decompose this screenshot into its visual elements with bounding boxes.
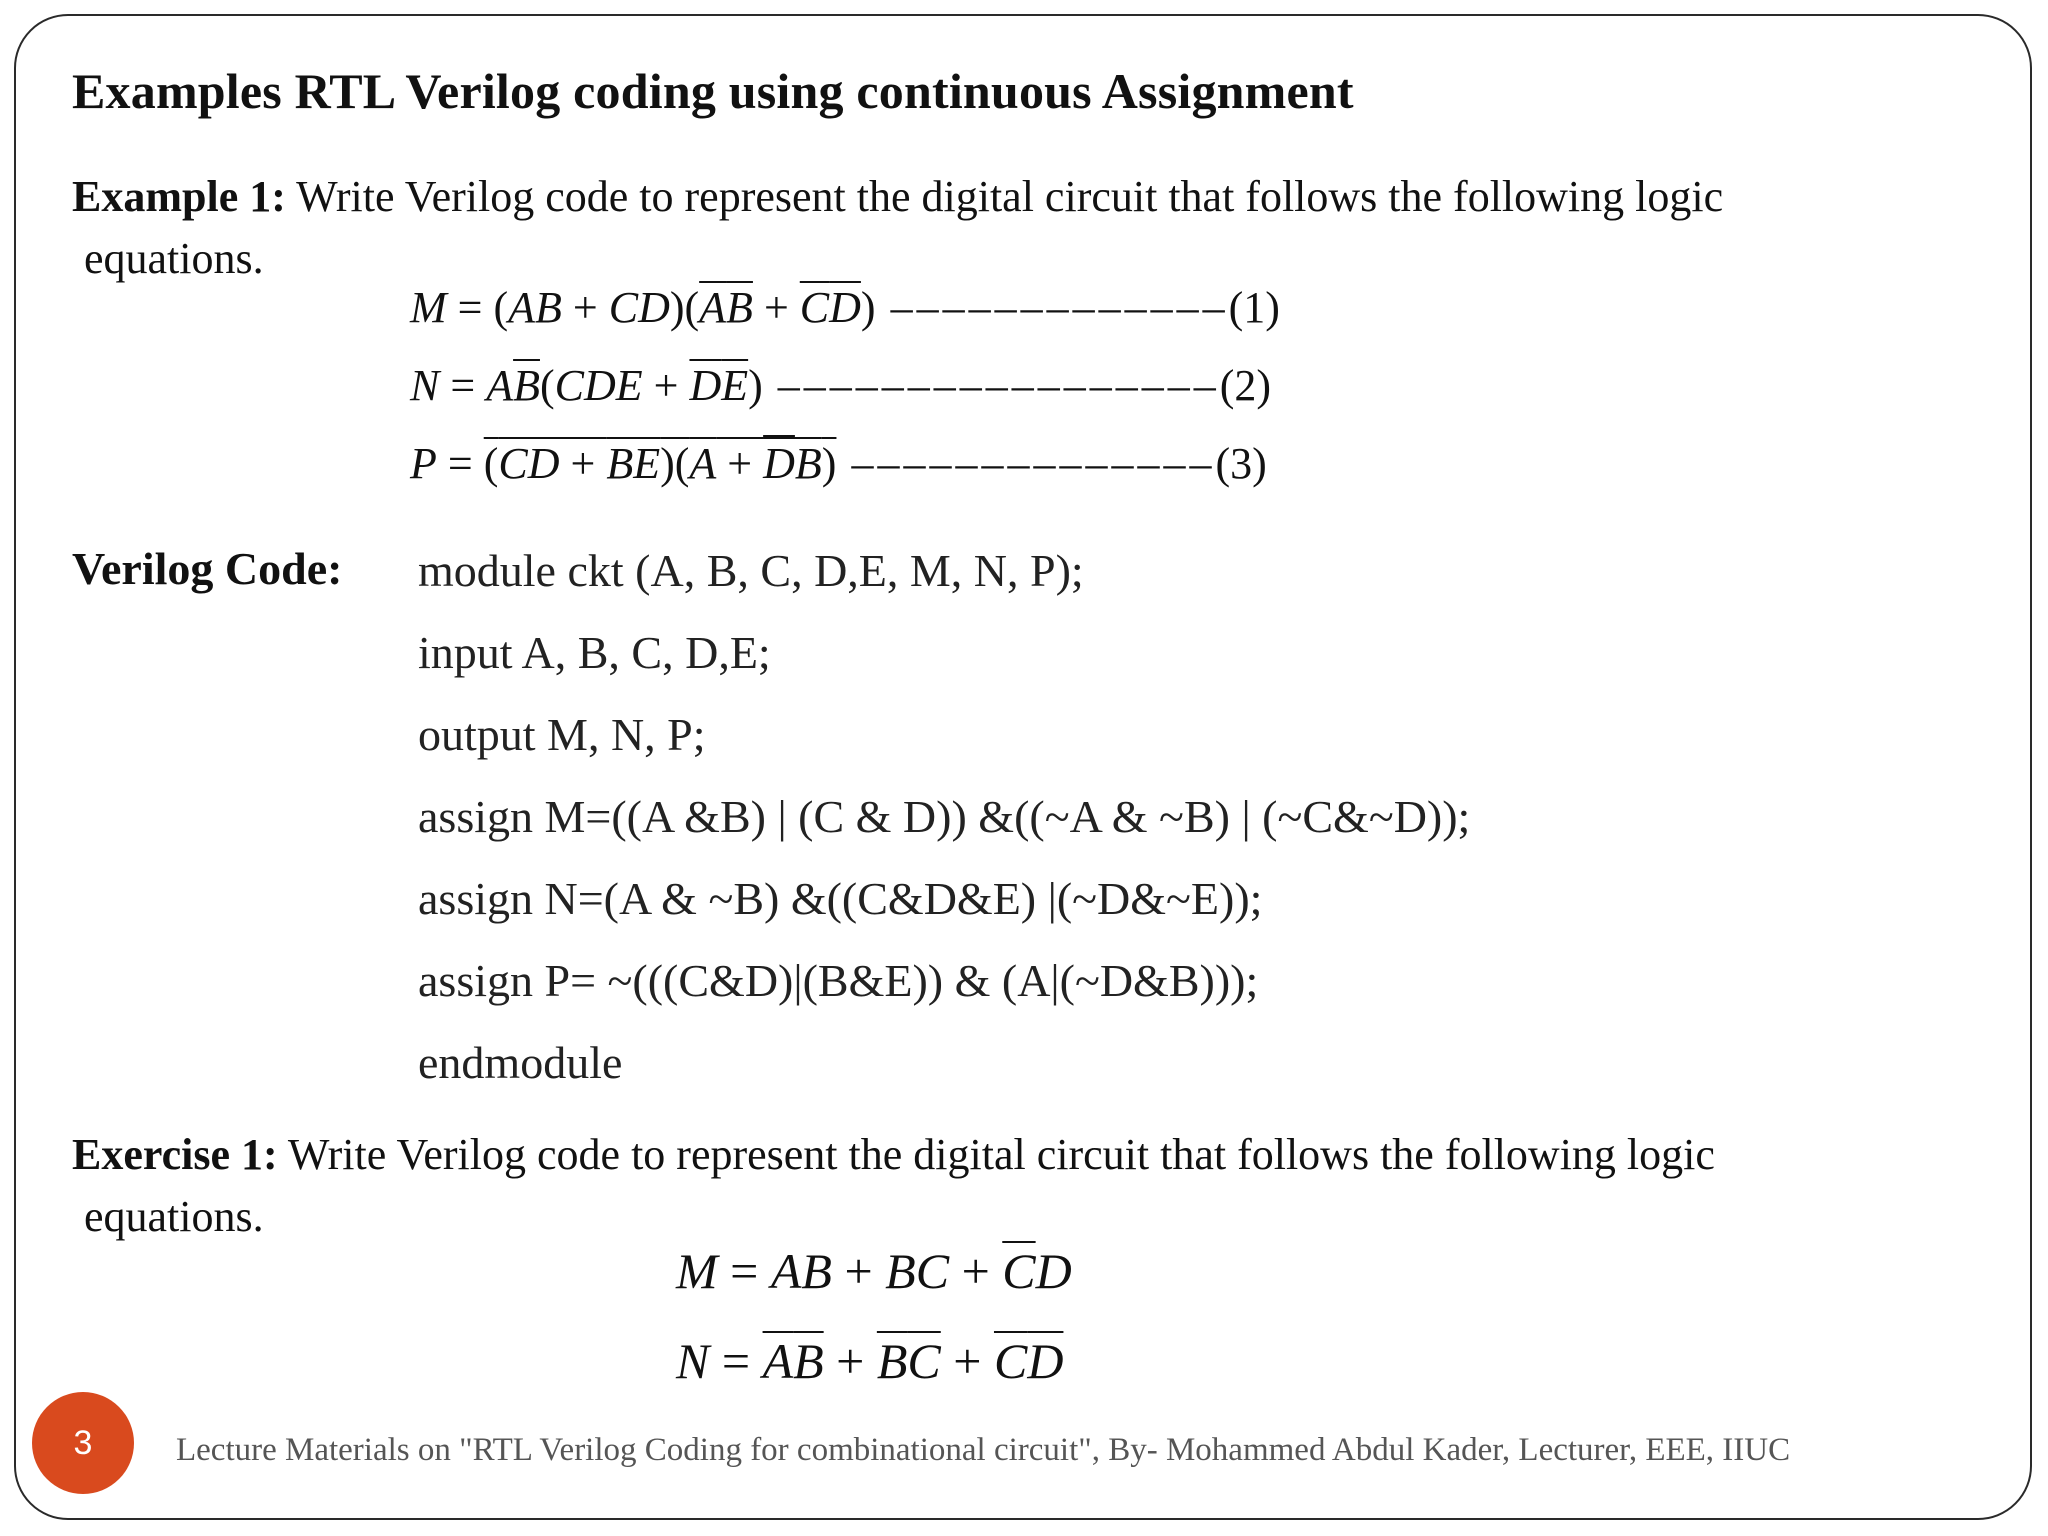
- code-line-6: assign P= ~(((C&D)|(B&E)) & (A|(~D&B)));: [418, 955, 1259, 1006]
- example1-text-line2: equations.: [84, 234, 264, 283]
- code-line-1: module ckt (A, B, C, D,E, M, N, P);: [418, 545, 1084, 596]
- exercise-equation-m: M = AB + BC + $\overline{C}D$: [676, 1243, 1072, 1299]
- exercise-equation-n: $N = \overline{A}\overline{B} + \overline{B}\overline{C} + \overline{C}\overline{D}$: [676, 1333, 1064, 1389]
- slide-title: Examples RTL Verilog coding using continuous Assignment: [72, 63, 1354, 119]
- exercise1-text-line2: equations.: [84, 1192, 264, 1241]
- eq3-number: (3): [1215, 439, 1267, 488]
- page-number-badge: 3: [32, 1392, 134, 1494]
- code-line-5: assign N=(A & ~B) &((C&D&E) |(~D&~E));: [418, 873, 1263, 924]
- exercise1-paragraph: [72, 1124, 1715, 1248]
- eq1-number: (1): [1228, 283, 1280, 332]
- example1-text: Write Verilog code to represent the digital circuit that follows the following logic: [285, 172, 1724, 221]
- eq2-lhs: N: [410, 361, 440, 410]
- code-line-7: endmodule: [418, 1037, 623, 1088]
- equation-3: P = (CD + BE)(A + DB) ––––––––––––––(3): [410, 439, 1267, 488]
- eq2-number: (2): [1219, 361, 1272, 410]
- eq1-lhs: M: [410, 283, 447, 332]
- code-line-3: output M, N, P;: [418, 709, 706, 760]
- example1-label: Example 1:: [72, 172, 286, 221]
- verilog-code-label: Verilog Code:: [72, 543, 343, 594]
- code-line-2: input A, B, C, D,E;: [418, 627, 771, 678]
- example1-paragraph: [72, 166, 1723, 290]
- equation-2: $N = A\overline{B}(CDE + \overline{D}\overline{E})$ –––––––––––––––––(2): [410, 361, 1272, 410]
- equation-1: $M = (AB + CD)(\overline{A}\overline{B} + \overline{C}\overline{D})$ –––––––––––––(1): [410, 283, 1280, 332]
- footer-text: Lecture Materials on "RTL Verilog Coding for combinational circuit", By- Mohammed Abdul Kader, Lecturer, EEE, IIUC: [176, 1432, 1791, 1468]
- eq3-lhs: P: [410, 439, 437, 488]
- exercise1-label: Exercise 1:: [72, 1130, 278, 1179]
- code-line-4: assign M=((A &B) | (C & D)) &((~A & ~B) | (~C&~D));: [418, 791, 1471, 842]
- exercise1-text: Write Verilog code to represent the digital circuit that follows the following logic: [277, 1130, 1715, 1179]
